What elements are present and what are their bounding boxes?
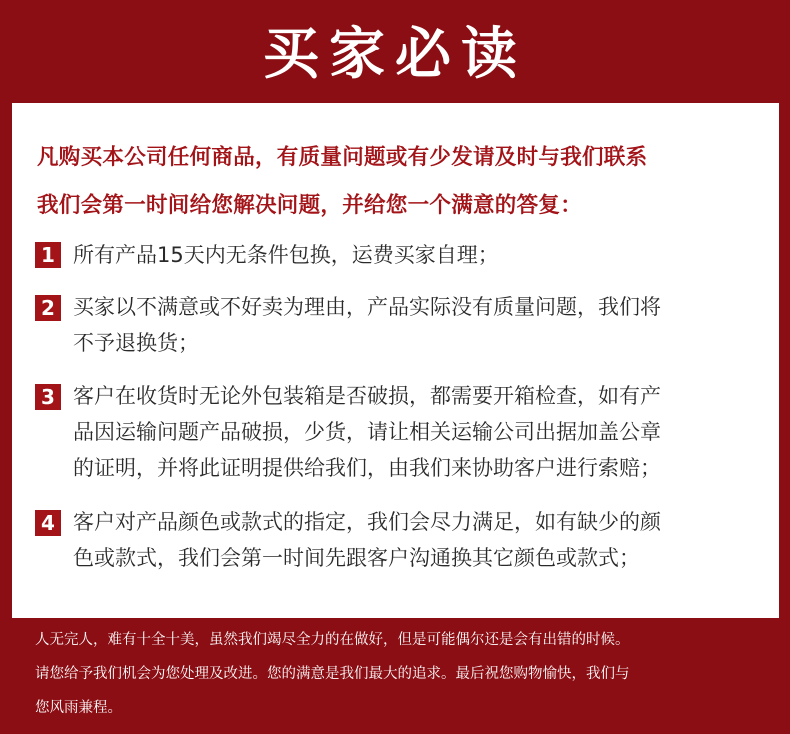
number-badge: 4 <box>35 510 61 536</box>
rule-text <box>73 378 773 486</box>
rule-text <box>73 289 773 361</box>
intro-line-1: 凡购买本公司任何商品，有质量问题或有少发请及时与我们联系 <box>37 145 648 170</box>
number-badge: 2 <box>35 295 61 321</box>
footer-line: 您风雨兼程。 <box>35 700 122 716</box>
rule-text <box>73 237 773 273</box>
footer-note <box>35 623 775 725</box>
rule-line: 所有产品15天内无条件包换，运费买家自理； <box>73 243 499 267</box>
rule-line: 不予退换货； <box>73 331 199 355</box>
rule-line: 的证明，并将此证明提供给我们，由我们来协助客户进行索赔； <box>73 456 661 480</box>
number-badge: 1 <box>35 242 61 268</box>
rule-line: 色或款式，我们会第一时间先跟客户沟通换其它颜色或款式； <box>73 546 640 570</box>
rule-text <box>73 504 773 576</box>
footer-line: 人无完人，难有十全十美，虽然我们竭尽全力的在做好，但是可能偶尔还是会有出错的时候。 <box>35 632 630 648</box>
page-title: 买家必读 <box>263 22 527 87</box>
rule-line: 客户在收货时无论外包装箱是否破损，都需要开箱检查，如有产 <box>73 384 661 408</box>
intro-line-2: 我们会第一时间给您解决问题，并给您一个满意的答复： <box>37 193 583 218</box>
number-badge: 3 <box>35 384 61 410</box>
rule-line: 买家以不满意或不好卖为理由，产品实际没有质量问题，我们将 <box>73 295 661 319</box>
rule-line: 品因运输问题产品破损，少货，请让相关运输公司出据加盖公章 <box>73 420 661 444</box>
rule-line: 客户对产品颜色或款式的指定，我们会尽力满足，如有缺少的颜 <box>73 510 661 534</box>
footer-line: 请您给予我们机会为您处理及改进。您的满意是我们最大的追求。最后祝您购物愉快，我们与 <box>35 666 630 682</box>
notice-panel <box>12 103 779 618</box>
